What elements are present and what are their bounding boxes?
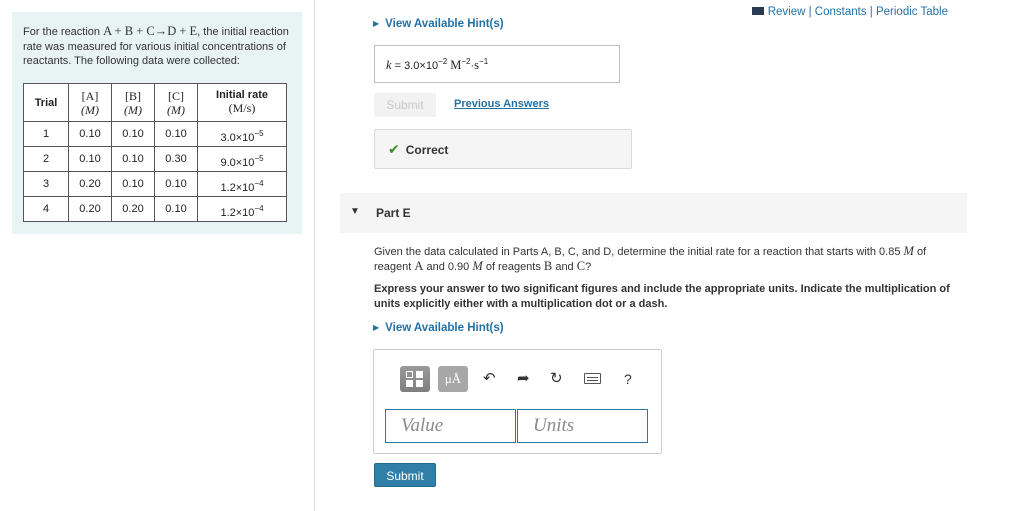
cell-conc-b: 0.10 <box>112 172 155 197</box>
table-row <box>24 147 287 172</box>
table-row <box>24 172 287 197</box>
answer-value: 3.0×10 <box>404 60 439 72</box>
units-input[interactable]: Units <box>517 409 648 443</box>
table-header-row <box>24 84 287 122</box>
cell-initial-rate: $9.0\times 10^{-5}$ <box>198 147 287 172</box>
cell-initial-rate: $1.2\times 10^{-4}$ <box>198 172 287 197</box>
problem-intro <box>23 24 292 69</box>
previous-answers-link[interactable]: Previous Answers <box>454 98 549 110</box>
submit-button[interactable]: Submit <box>374 463 436 487</box>
correct-feedback <box>374 129 632 169</box>
view-hints-link[interactable]: ▶ View Available Hint(s) <box>373 322 504 334</box>
periodic-table-link[interactable]: Periodic Table <box>875 6 948 18</box>
previous-answer-display: $k = 3.0\times 10^{-2}$ $M^{-2}\cdot s^{-1}$ <box>374 45 620 83</box>
cell-conc-b: 0.10 <box>112 147 155 172</box>
keyboard-icon[interactable] <box>584 373 601 384</box>
link-separator: | <box>866 6 876 18</box>
rate-data-table <box>23 83 287 222</box>
part-e-header[interactable] <box>340 193 967 233</box>
units-button[interactable]: μÅ <box>438 366 468 392</box>
header-conc-b: [B] (M) <box>112 84 155 122</box>
link-separator: | <box>805 6 815 18</box>
header-initial-rate: Initial rate (M/s) <box>198 84 287 122</box>
cell-conc-c: 0.10 <box>155 197 198 222</box>
cell-conc-a: 0.10 <box>69 122 112 147</box>
header-conc-c: [C] (M) <box>155 84 198 122</box>
cell-conc-b: 0.10 <box>112 122 155 147</box>
cell-initial-rate: $3.0\times 10^{-5}$ <box>198 122 287 147</box>
question-text: Given the data calculated in Parts A, B, C, and D, determine the initial rate for a reaction that starts with 0.85 M of reagent A and 0.90 M of reagents B and C? <box>374 244 927 273</box>
cell-conc-c: 0.10 <box>155 172 198 197</box>
cell-conc-a: 0.20 <box>69 172 112 197</box>
cell-trial: 2 <box>24 147 69 172</box>
cell-trial: 4 <box>24 197 69 222</box>
templates-button[interactable] <box>400 366 430 392</box>
column-divider <box>314 0 315 511</box>
table-row <box>24 197 287 222</box>
undo-icon[interactable]: ↶ <box>483 370 496 387</box>
status-text: Correct <box>405 143 449 157</box>
value-input[interactable]: Value <box>385 409 516 443</box>
cell-conc-c: 0.10 <box>155 122 198 147</box>
instruction-text: Express your answer to two significant figures and include the appropriate units. Indicate the multiplication of units explicitly either with a multiplication dot or a dash. <box>374 283 950 310</box>
header-conc-a: [A] (M) <box>69 84 112 122</box>
answer-variable: k <box>386 58 392 72</box>
top-links <box>752 6 948 18</box>
constants-link[interactable]: Constants <box>814 6 867 18</box>
caret-right-icon: ▶ <box>373 19 380 28</box>
caret-right-icon: ▶ <box>373 323 380 332</box>
redo-icon[interactable]: ➦ <box>517 370 530 387</box>
intro-suffix: , the initial reaction rate was measured for various initial concentrations of reactants. The following data were collected: <box>23 26 289 67</box>
cell-trial: 3 <box>24 172 69 197</box>
cell-trial: 1 <box>24 122 69 147</box>
cell-conc-a: 0.20 <box>69 197 112 222</box>
checkmark-icon: ✔ <box>388 141 400 157</box>
help-icon[interactable]: ? <box>624 371 632 387</box>
cell-initial-rate: $1.2\times 10^{-4}$ <box>198 197 287 222</box>
view-hints-link-previous[interactable]: ▶ View Available Hint(s) <box>373 18 504 30</box>
reaction-equation: A + B + C→D + E <box>103 24 198 38</box>
submit-button-disabled: Submit <box>374 93 436 117</box>
caret-down-icon: ▼ <box>350 206 360 217</box>
answer-unit: M <box>450 58 462 72</box>
book-icon <box>752 7 764 15</box>
answer-editor <box>373 349 662 454</box>
intro-prefix: For the reaction <box>23 26 104 38</box>
reset-icon[interactable]: ↻ <box>550 370 563 387</box>
cell-conc-a: 0.10 <box>69 147 112 172</box>
cell-conc-b: 0.20 <box>112 197 155 222</box>
table-row <box>24 122 287 147</box>
header-trial: Trial <box>24 84 69 122</box>
part-title: Part E <box>376 206 411 220</box>
problem-panel <box>12 12 302 234</box>
review-link[interactable]: Review <box>767 6 806 18</box>
cell-conc-c: 0.30 <box>155 147 198 172</box>
